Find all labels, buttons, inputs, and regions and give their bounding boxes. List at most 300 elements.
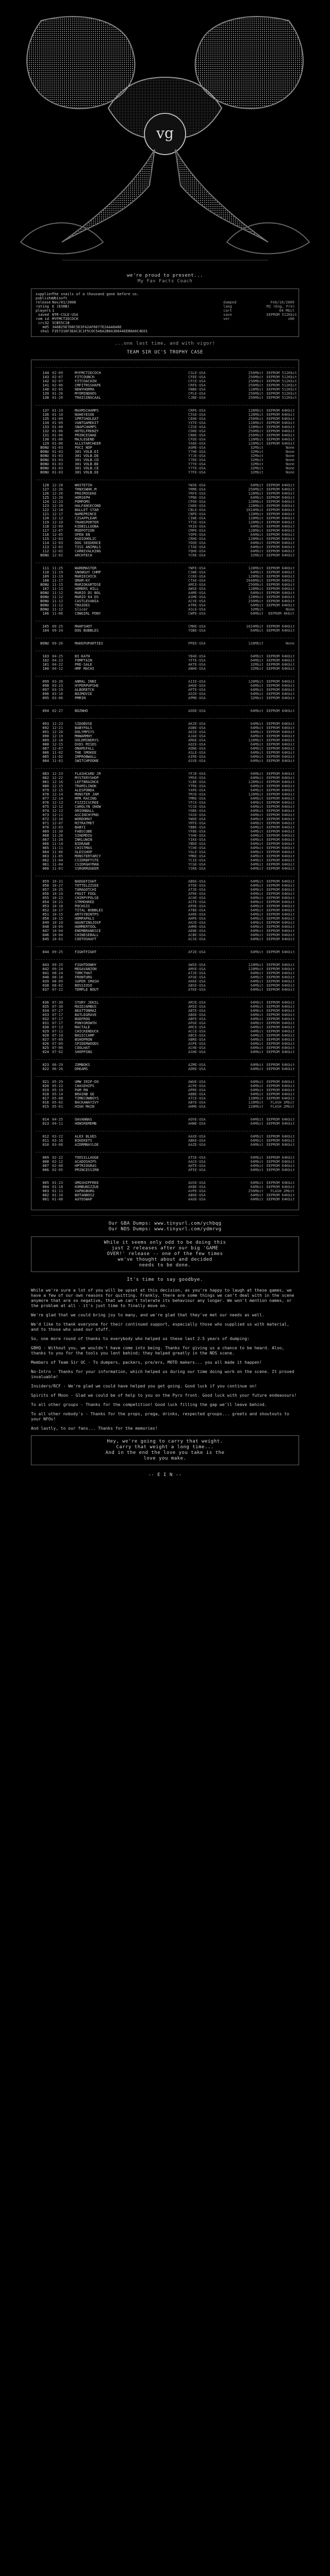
release-name: 301 VOLB.BE xyxy=(75,462,99,466)
release-date: 01-06 xyxy=(52,437,63,442)
table-row xyxy=(36,612,294,616)
release-save: EEPROM 64Kbit xyxy=(267,1084,295,1088)
release-name: 301 VOLB.EI xyxy=(75,450,99,454)
release-save: EEPROM 64Kbit xyxy=(267,809,295,813)
release-number: 088 xyxy=(42,742,49,747)
release-date: 10-21 xyxy=(52,900,63,904)
release-name: ALESPONDA xyxy=(75,788,94,792)
release-number: 010 xyxy=(42,1143,49,1147)
table-row xyxy=(36,867,294,871)
release-number: 007 xyxy=(42,1164,49,1168)
release-size: 64Mbit xyxy=(250,884,263,888)
release-number: 006 xyxy=(42,1168,49,1172)
release-number: 137 xyxy=(42,409,49,413)
release-size: 64Mbit xyxy=(250,784,263,788)
players-label: players xyxy=(36,309,51,313)
release-size: 64Mbit xyxy=(250,1122,263,1126)
release-save: None xyxy=(286,641,294,646)
table-row xyxy=(36,780,294,784)
release-size: 64Mbit xyxy=(250,842,263,846)
release-serial: AWSE-USA xyxy=(188,587,206,591)
release-number: 097 xyxy=(42,688,49,692)
release-number: 001 xyxy=(42,1197,49,1201)
release-name: MYSTERYSHOP xyxy=(75,776,99,780)
table-row xyxy=(36,738,294,742)
release-serial: ANHE-USA xyxy=(188,667,206,671)
release-serial: YRME-USA xyxy=(188,487,206,492)
release-name: PMRIN xyxy=(75,696,86,700)
release-date: 12-14 xyxy=(52,796,63,801)
release-size: 64Mbit xyxy=(250,1080,263,1084)
table-row xyxy=(36,1100,294,1105)
table-row xyxy=(36,1033,294,1038)
table-row xyxy=(36,658,294,663)
table-row xyxy=(36,888,294,892)
release-number: 016 xyxy=(42,1100,49,1105)
release-number: 022 xyxy=(42,1067,49,1071)
table-row xyxy=(36,971,294,975)
release-save: EEPROM 64Kbit xyxy=(267,1025,295,1029)
release-size: 64Mbit xyxy=(250,709,263,713)
release-date: 10-22 xyxy=(52,896,63,900)
table-row xyxy=(36,409,294,413)
release-date: 12-15 xyxy=(52,788,63,792)
release-number: 050 xyxy=(42,917,49,921)
release-date: 12-21 xyxy=(52,726,63,730)
romid-label: rom id xyxy=(36,317,49,321)
release-save: EEPROM 64Kbit xyxy=(267,838,295,842)
release-name: TIMECOWBOYS xyxy=(75,1096,99,1100)
release-save: EEPROM 64Kbit xyxy=(267,929,295,933)
release-number: 134 xyxy=(42,421,49,425)
release-name: CHASEHIPS xyxy=(75,1084,94,1088)
goodbye: It's time to say goodbye. xyxy=(127,1277,203,1282)
release-serial: ASME-USA xyxy=(188,595,206,599)
release-group xyxy=(36,638,294,646)
release-size: 64Mbit xyxy=(250,834,263,838)
release-number: 002 xyxy=(42,1193,49,1197)
release-number: 019 xyxy=(42,1088,49,1092)
release-date: 01-06 xyxy=(52,442,63,446)
table-row xyxy=(36,579,294,583)
release-number: 138 xyxy=(42,396,49,400)
release-number: 126 xyxy=(42,492,49,496)
release-save: EEPROM 64Kbit xyxy=(267,1017,295,1021)
release-date: 11-01 xyxy=(52,867,63,871)
release-serial: AVPE-USA xyxy=(188,1189,206,1193)
release-size: 64Mbit xyxy=(250,846,263,850)
release-group xyxy=(36,876,294,941)
release-number: 021 xyxy=(42,1080,49,1084)
release-serial: YWFE-USA xyxy=(188,566,206,570)
release-number: BONU xyxy=(40,641,49,646)
release-size: 64Mbit xyxy=(250,1046,263,1050)
release-date: 07-06 xyxy=(52,1046,63,1050)
release-number: BONU xyxy=(40,599,49,603)
release-name: POMPOMS xyxy=(75,500,90,504)
release-number: BONU xyxy=(40,470,49,474)
release-name: CHIRPYPOLSE xyxy=(75,896,99,900)
release-date: 12-26 xyxy=(52,487,63,492)
release-save: EEPROM 64Kbit xyxy=(267,726,295,730)
release-save: EEPROM 64Kbit xyxy=(267,788,295,792)
release-serial: YDQE-USA xyxy=(188,541,206,545)
release-serial: YLBE-USA xyxy=(188,780,206,784)
release-serial: APIE-USA xyxy=(188,1168,206,1172)
release-date: 11-17 xyxy=(52,579,63,583)
release-serial: AO2E-USA xyxy=(188,692,206,696)
release-name: UMGSHIPFREE xyxy=(75,1181,99,1185)
release-save: EEPROM 64Kbit xyxy=(267,417,295,421)
release-serial: YOBE-USA xyxy=(188,809,206,813)
release-serial: AQBE-USA xyxy=(188,726,206,730)
release-serial: AENE-USA xyxy=(188,929,206,933)
release-serial: YCHE-USA xyxy=(188,846,206,850)
release-name: ORIONBALL xyxy=(75,809,94,813)
release-date: 09-24 xyxy=(52,967,63,971)
release-name: DOG SEQUENCE xyxy=(75,541,101,545)
table-row xyxy=(36,884,294,888)
release-name: 301 VOLB.CD xyxy=(75,458,99,462)
release-name: COOLHAT xyxy=(75,1046,90,1050)
release-date: 11-19 xyxy=(52,570,63,574)
release-name: POCHSIS xyxy=(75,904,90,908)
release-save: EEPROM 64Kbit xyxy=(267,566,295,570)
dumped-value: Feb/16/2009 xyxy=(270,300,294,304)
release-date: 07-09 xyxy=(52,1038,63,1042)
table-row xyxy=(36,587,294,591)
release-number: 046 xyxy=(42,933,49,937)
release-size: 64Mbit xyxy=(250,692,263,696)
release-number: 031 xyxy=(42,1021,49,1025)
release-save: EEPROM 64Kbit xyxy=(267,599,295,603)
release-serial: ABFE-USA xyxy=(188,1017,206,1021)
table-row xyxy=(36,508,294,512)
svg-text:vg: vg xyxy=(156,125,174,142)
release-number: BONU xyxy=(40,607,49,612)
table-row xyxy=(36,929,294,933)
release-date: 03-08 xyxy=(52,1143,63,1147)
closing-line-1: Hey, we're going to carry that weight. xyxy=(107,1439,223,1444)
release-name: ASCINCHYPNO xyxy=(75,813,99,817)
release-save: EEPROM 64Kbit xyxy=(267,603,295,607)
release-size: 64Mbit xyxy=(250,862,263,867)
message-paragraph: And lastly, to our fans... Thanks for the memories! xyxy=(31,1426,158,1431)
release-number: BONU xyxy=(40,583,49,587)
release-serial: CFCE-USA xyxy=(188,379,206,383)
release-name: SPIDERWOODS xyxy=(75,1042,99,1046)
release-name: FIGHTDOWHY xyxy=(75,963,97,967)
release-serial: CN8E-USA xyxy=(188,433,206,437)
release-save: EEPROM 64Kbit xyxy=(267,751,295,755)
release-save: EEPROM 64Kbit xyxy=(267,817,295,821)
release-serial: CMPE-USA xyxy=(188,529,206,533)
release-size: 256Mbit xyxy=(248,583,263,587)
release-serial: YMRE-USA xyxy=(188,796,206,801)
release-size: 256Mbit xyxy=(248,375,263,379)
release-name: MAXMSCHAMPS xyxy=(75,409,99,413)
release-size: 64Mbit xyxy=(250,629,263,633)
table-row xyxy=(36,950,294,954)
table-row xyxy=(36,846,294,850)
divider xyxy=(31,1215,299,1216)
release-size: 256Mbit xyxy=(248,599,263,603)
release-number: 124 xyxy=(42,500,49,504)
table-row xyxy=(36,537,294,541)
release-size: 64Mbit xyxy=(250,788,263,792)
release-name: MYFMCTIECOCH xyxy=(75,371,101,375)
table-row xyxy=(36,796,294,801)
release-size: 64Mbit xyxy=(250,850,263,854)
release-date: 10-09 xyxy=(52,925,63,929)
release-date: 03-22 xyxy=(52,1134,63,1139)
release-save: FLASH 2Mbit xyxy=(270,1189,294,1193)
table-row xyxy=(36,462,294,466)
table-row xyxy=(36,742,294,747)
release-number: 108 xyxy=(42,579,49,583)
table-row xyxy=(36,858,294,862)
release-date: 12-07 xyxy=(52,747,63,751)
release-save: EEPROM 64Kbit xyxy=(267,975,295,979)
table-row xyxy=(36,454,294,458)
table-row xyxy=(36,667,294,671)
release-number: BONU xyxy=(40,591,49,595)
release-number: 095 xyxy=(42,696,49,700)
release-size: 64Mbit xyxy=(250,805,263,809)
release-save: EEPROM 64Kbit xyxy=(267,654,295,658)
release-size: 64Mbit xyxy=(250,734,263,738)
release-number: 078 xyxy=(42,792,49,796)
table-row xyxy=(36,496,294,500)
release-name: FIGHTFIGHT xyxy=(75,950,97,954)
release-name: TISS ANIMALS xyxy=(75,545,101,549)
release-date: 04-11 xyxy=(52,1122,63,1126)
release-serial: CWPE-USA xyxy=(188,612,206,616)
release-name: NAMEPRINCE xyxy=(75,512,97,516)
release-size: 64Mbit xyxy=(250,684,263,688)
release-number: 143 xyxy=(42,375,49,379)
release-value: Nov/01/2008 xyxy=(52,300,76,304)
table-row xyxy=(36,437,294,442)
table-row xyxy=(36,772,294,776)
release-size: 64Mbit xyxy=(250,772,263,776)
table-row xyxy=(36,1063,294,1067)
table-row xyxy=(36,1181,294,1185)
release-serial: CZSE-USA xyxy=(188,425,206,429)
release-save: EEPROM 64Kbit xyxy=(267,912,295,917)
closing-line-2: Carry that weight a long time... xyxy=(116,1445,214,1450)
release-group xyxy=(36,1059,294,1071)
message-paragraph: We'd like to thank everyone for their continued support, especially those who supplied us with material, and to those who used our stuff. xyxy=(31,1322,289,1332)
table-row xyxy=(36,904,294,908)
table-row xyxy=(36,466,294,470)
release-size: 256Mbit xyxy=(248,487,263,492)
release-number: 008 xyxy=(42,1160,49,1164)
release-date: 07-17 xyxy=(52,1021,63,1025)
logo-art xyxy=(0,0,330,268)
release-size: 128Mbit xyxy=(248,437,263,442)
release-serial: AKSE-USA xyxy=(188,730,206,734)
release-size: 64Mbit xyxy=(250,1168,263,1172)
table-row xyxy=(36,545,294,549)
release-group xyxy=(36,405,294,474)
release-date: 10-24 xyxy=(52,892,63,896)
cart-label: cart xyxy=(223,309,232,313)
release-date: 12-12 xyxy=(52,805,63,809)
release-save: EEPROM 64Kbit xyxy=(267,483,295,487)
release-serial: ABRE-USA xyxy=(188,1038,206,1042)
release-number: 064 xyxy=(42,850,49,854)
release-number: 118 xyxy=(42,524,49,529)
release-size: 128Mbit xyxy=(248,516,263,520)
intro-line-2: My Fav Facts Coach xyxy=(137,279,193,284)
release-date: 10-25 xyxy=(52,888,63,892)
release-size: 64Mbit xyxy=(250,971,263,975)
release-number: 055 xyxy=(42,896,49,900)
release-serial: YSHE-USA xyxy=(188,834,206,838)
release-number: 086 xyxy=(42,751,49,755)
release-number: BONU xyxy=(40,454,49,458)
release-size: 64Mbit xyxy=(250,984,263,988)
release-name: SUPER SMASH xyxy=(75,979,99,984)
release-serial: ADRE-USA xyxy=(188,1067,206,1071)
release-number: 071 xyxy=(42,821,49,825)
release-date: 09-24 xyxy=(52,629,63,633)
table-row xyxy=(36,1084,294,1088)
release-date: 10-10 xyxy=(52,921,63,925)
release-date: 02-07 xyxy=(52,375,63,379)
release-name: ARTSYBINTPS xyxy=(75,912,99,917)
release-serial: ACBE-USA xyxy=(188,933,206,937)
release-serial: YQBE-USA xyxy=(188,629,206,633)
table-row xyxy=(36,1017,294,1021)
release-number: 041 xyxy=(42,971,49,975)
release-name: TRAISINGCAAL xyxy=(75,396,101,400)
save-label: save xyxy=(223,313,232,317)
release-date: 07-17 xyxy=(52,1013,63,1017)
release-serial: AKBE-USA xyxy=(188,1185,206,1189)
release-save: EEPROM 64Kbit xyxy=(267,541,295,545)
release-size: 128Mbit xyxy=(248,595,263,599)
release-name: CAROLYN SNOW xyxy=(75,805,101,809)
release-number: 036 xyxy=(42,1001,49,1005)
table-row xyxy=(36,896,294,900)
release-date: 07-02 xyxy=(52,1050,63,1054)
table-row xyxy=(36,1096,294,1100)
table-row xyxy=(36,663,294,667)
release-name: CSIDRBFTSTE xyxy=(75,858,99,862)
release-name: STURY JEKIL xyxy=(75,1001,99,1005)
release-date: 12-15 xyxy=(52,784,63,788)
release-size: 32Mbit xyxy=(250,446,263,450)
table-row xyxy=(36,937,294,941)
release-save: EEPROM 64Kbit xyxy=(267,950,295,954)
release-save: EEPROM 64Kbit xyxy=(267,884,295,888)
release-number: 066 xyxy=(42,842,49,846)
release-name: SIDOBVSE xyxy=(75,722,92,726)
release-date: 12-14 xyxy=(52,792,63,796)
rating-label: rating xyxy=(36,304,49,309)
release-save: EEPROM 64Kbit xyxy=(267,658,295,663)
release-date: 10-31 xyxy=(52,879,63,884)
release-serial: ACSE-USA xyxy=(188,937,206,941)
release-size: 64Mbit xyxy=(250,1038,263,1042)
release-size: 32Mbit xyxy=(250,458,263,462)
info-row-romid xyxy=(36,317,294,321)
table-row xyxy=(36,392,298,396)
publisher-label: publisher xyxy=(36,296,55,300)
release-name: SWITCHPOONE xyxy=(75,759,99,763)
release-size: 64Mbit xyxy=(250,541,263,545)
table-row xyxy=(36,776,294,780)
table-row xyxy=(36,553,294,557)
release-save: EEPROM 64Kbit xyxy=(267,1013,295,1017)
release-number: 013 xyxy=(42,1122,49,1126)
release-save: EEPROM 64Kbit xyxy=(267,1143,295,1147)
release-serial: AMCE-USA xyxy=(188,1025,206,1029)
release-group xyxy=(36,946,294,954)
release-group xyxy=(36,768,294,871)
release-date: 12-09 xyxy=(52,524,63,529)
release-number: 120 xyxy=(42,516,49,520)
release-name: FRUIT FOOL xyxy=(75,892,97,896)
table-row xyxy=(36,821,294,825)
table-row xyxy=(36,817,294,821)
release-save: EEPROM 64Kbit xyxy=(267,696,295,700)
release-serial: ACPE-USA xyxy=(188,1084,206,1088)
table-row xyxy=(36,595,294,599)
supplier-label: supplier xyxy=(36,292,53,296)
release-serial: YCSE-USA xyxy=(188,805,206,809)
release-size: 64Mbit xyxy=(250,1033,263,1038)
table-row xyxy=(36,574,294,579)
release-date: 07-17 xyxy=(52,1017,63,1021)
release-group xyxy=(36,1131,294,1147)
release-group xyxy=(36,997,294,1054)
release-size: 64Mbit xyxy=(250,933,263,937)
release-date: 06-26 xyxy=(52,1067,63,1071)
release-number: 107 xyxy=(42,587,49,591)
release-number: 053 xyxy=(42,904,49,908)
release-save: FLASH 2Mbit xyxy=(270,1105,294,1109)
release-date: 11-01 xyxy=(52,759,63,763)
release-number: 029 xyxy=(42,1029,49,1033)
release-name: NEWYHORMA xyxy=(75,387,94,392)
crc32-label: crc32 xyxy=(38,321,49,325)
release-save: EEPROM 64Kbit xyxy=(267,1092,295,1096)
release-date: 01-23 xyxy=(52,1181,63,1185)
table-row xyxy=(36,730,294,734)
release-save: EEPROM 64Kbit xyxy=(267,759,295,763)
release-serial: CNPE-USA xyxy=(188,512,206,516)
release-date: 12-26 xyxy=(52,496,63,500)
table-row xyxy=(36,1021,294,1025)
release-number: BONU xyxy=(40,446,49,450)
release-save: EEPROM 64Kbit xyxy=(267,846,295,850)
dumped-label: dumped xyxy=(223,300,237,304)
release-serial: ASTE-USA xyxy=(188,900,206,904)
release-date: 03-23 xyxy=(52,684,63,688)
table-row xyxy=(36,688,294,692)
release-number: 061 xyxy=(42,862,49,867)
table-row xyxy=(36,483,294,487)
release-save: EEPROM 64Kbit xyxy=(267,1181,295,1185)
release-size: 64Mbit xyxy=(250,1063,263,1067)
release-serial: AHME-USA xyxy=(188,925,206,929)
release-number: 121 xyxy=(42,512,49,516)
release-date: 02-12 xyxy=(52,1160,63,1164)
release-number: 079 xyxy=(42,788,49,792)
